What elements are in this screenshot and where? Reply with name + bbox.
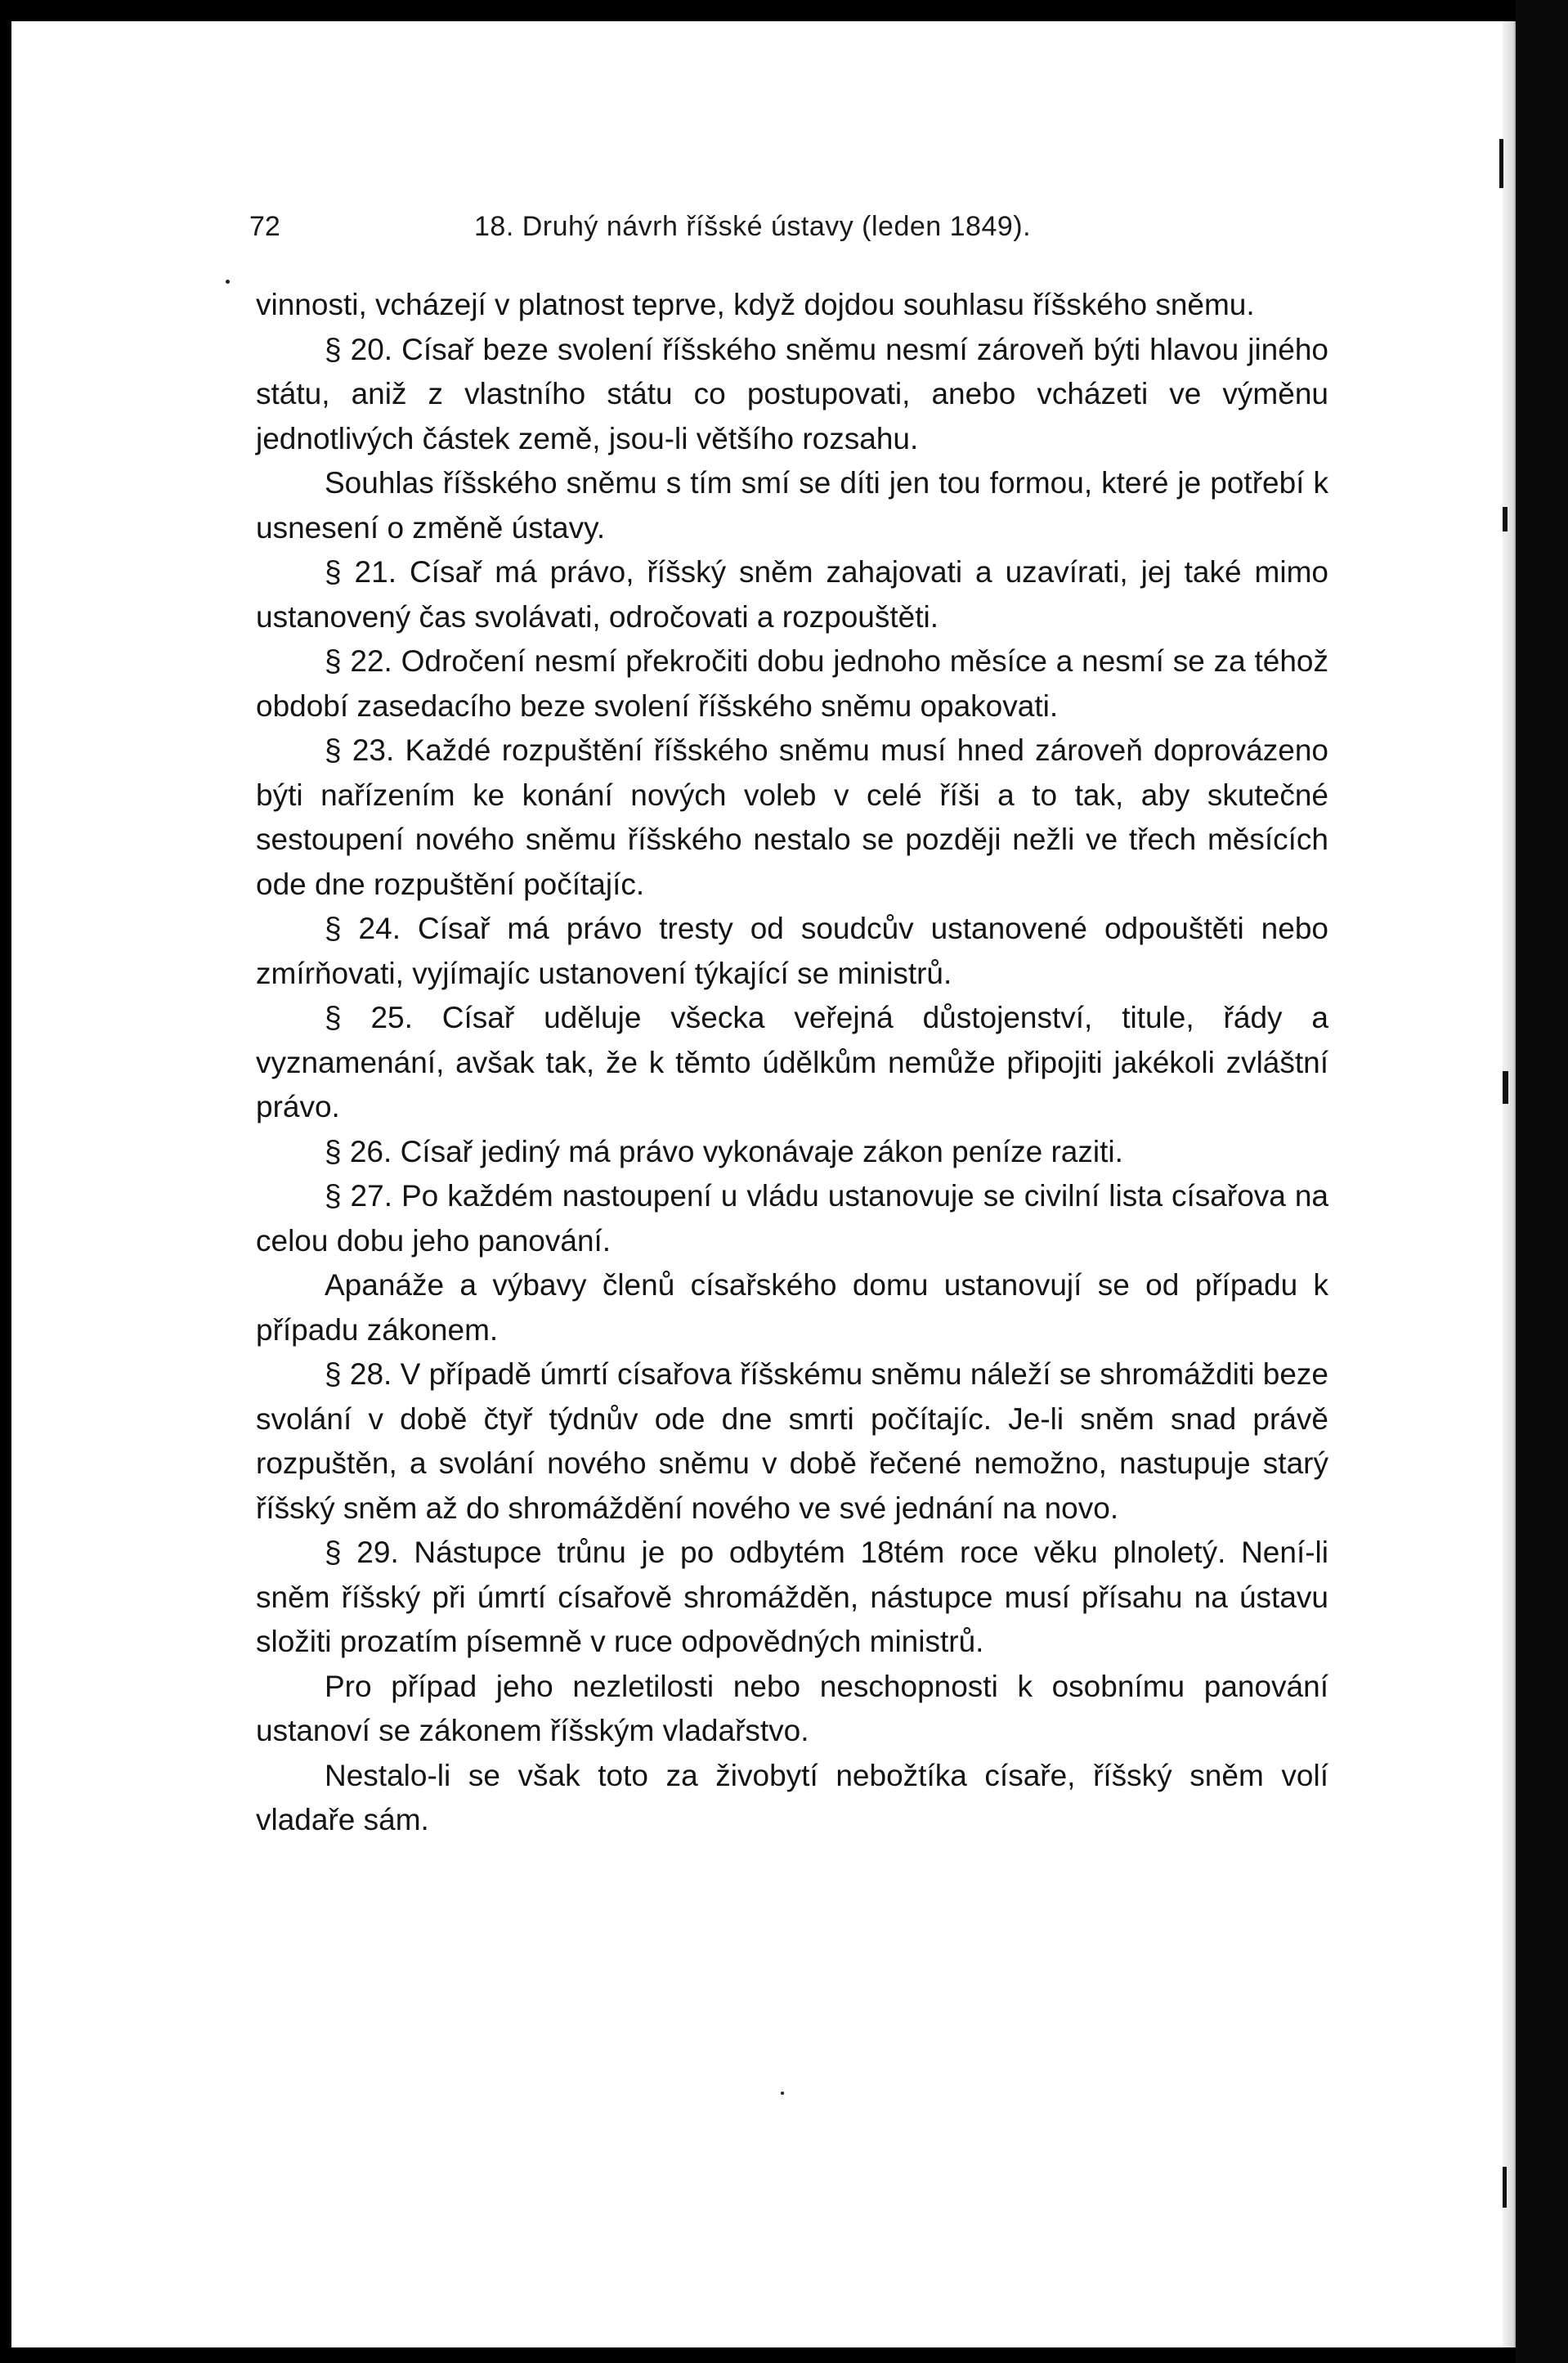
paragraph: Nestalo-li se však toto za živobytí nebožtíka císaře, říšský sněm volí vladaře sám. [256,1758,1328,1836]
speck [226,280,230,284]
page-number: 72 [249,211,280,242]
paragraph-section-26: § 26. Císař jediný má právo vykonávaje zákon peníze raziti. [325,1134,1123,1168]
binding-mark [1503,1071,1508,1104]
binding-mark [1503,507,1508,531]
paragraph-section-20: § 20. Císař beze svolení říšského sněmu nesmí zároveň býti hlavou jiného státu, aniž z vlastního státu co postupovati, anebo vcházeti ve výměnu jednotlivých částek země, jsou-li většího rozsahu. [256,332,1328,455]
paragraph-section-28: § 28. V případě úmrtí císařova říšskému sněmu náleží se shromážditi beze svolání v době čtyř týdnův ode dne smrti počítajíc. Je-li sněm snad právě rozpuštěn, a svolání nového sněmu v době řečené nemožno, nastupuje starý říšský sněm až do shromáždění nového ve své jednání na novo. [256,1357,1328,1525]
paragraph: Pro případ jeho nezletilosti nebo neschopnosti k osobnímu panování ustanoví se zákonem říšským vladařstvo. [256,1669,1328,1747]
paragraph-section-23: § 23. Každé rozpuštění říšského sněmu musí hned zároveň doprovázeno býti nařízením ke konání nových voleb v celé říši a to tak, aby skutečné sestoupení nového sněmu říšského nestalo se později nežli ve třech měsících ode dne rozpuštění počítajíc. [256,733,1328,901]
paragraph-section-25: § 25. Císař uděluje všecka veřejná důstojenství, titule, řády a vyznamenání, avšak tak, že k těmto údělkům nemůže připojiti jakékoli zvláštní právo. [256,1001,1328,1123]
page-header [249,211,1337,252]
paragraph-section-22: § 22. Odročení nesmí překročiti dobu jednoho měsíce a nesmí se za téhož období zasedacího beze svolení říšského sněmu opakovati. [256,644,1328,723]
paragraph-section-21: § 21. Císař má právo, říšský sněm zahajovati a uzavírati, jej také mimo ustanovený čas svolávati, odročovati a rozpouštěti. [256,555,1328,634]
binding-mark [1499,139,1503,188]
binding-mark [1503,2167,1507,2208]
running-head: 18. Druhý návrh říšské ústavy (leden 1849). [474,211,1032,242]
paragraph: Apanáže a výbavy členů císařského domu ustanovují se od případu k případu zákonem. [256,1268,1328,1347]
paragraph-section-29: § 29. Nástupce trůnu je po odbytém 18tém roce věku plnoletý. Není-li sněm říšský při úmrtí císařově shromážděn, nástupce musí přísahu na ústavu složiti prozatím písemně v ruce odpovědných ministrů. [256,1536,1328,1658]
speck [781,2092,784,2095]
body-text [256,283,1328,1843]
paragraph-continuation: vinnosti, vcházejí v platnost teprve, když dojdou souhlasu říšského sněmu. [256,288,1255,321]
paragraph: Souhlas říšského sněmu s tím smí se díti jen tou formou, které je potřebí k usnesení o změně ústavy. [256,466,1328,545]
paragraph-section-27: § 27. Po každém nastoupení u vládu ustanovuje se civilní lista císařova na celou dobu jeho panování. [256,1179,1328,1258]
scan-edge [1516,0,1568,2363]
paragraph-section-24: § 24. Císař má právo tresty od soudcův ustanovené odpouštěti nebo zmírňovati, vyjímajíc ustanovení týkající se ministrů. [256,912,1328,990]
